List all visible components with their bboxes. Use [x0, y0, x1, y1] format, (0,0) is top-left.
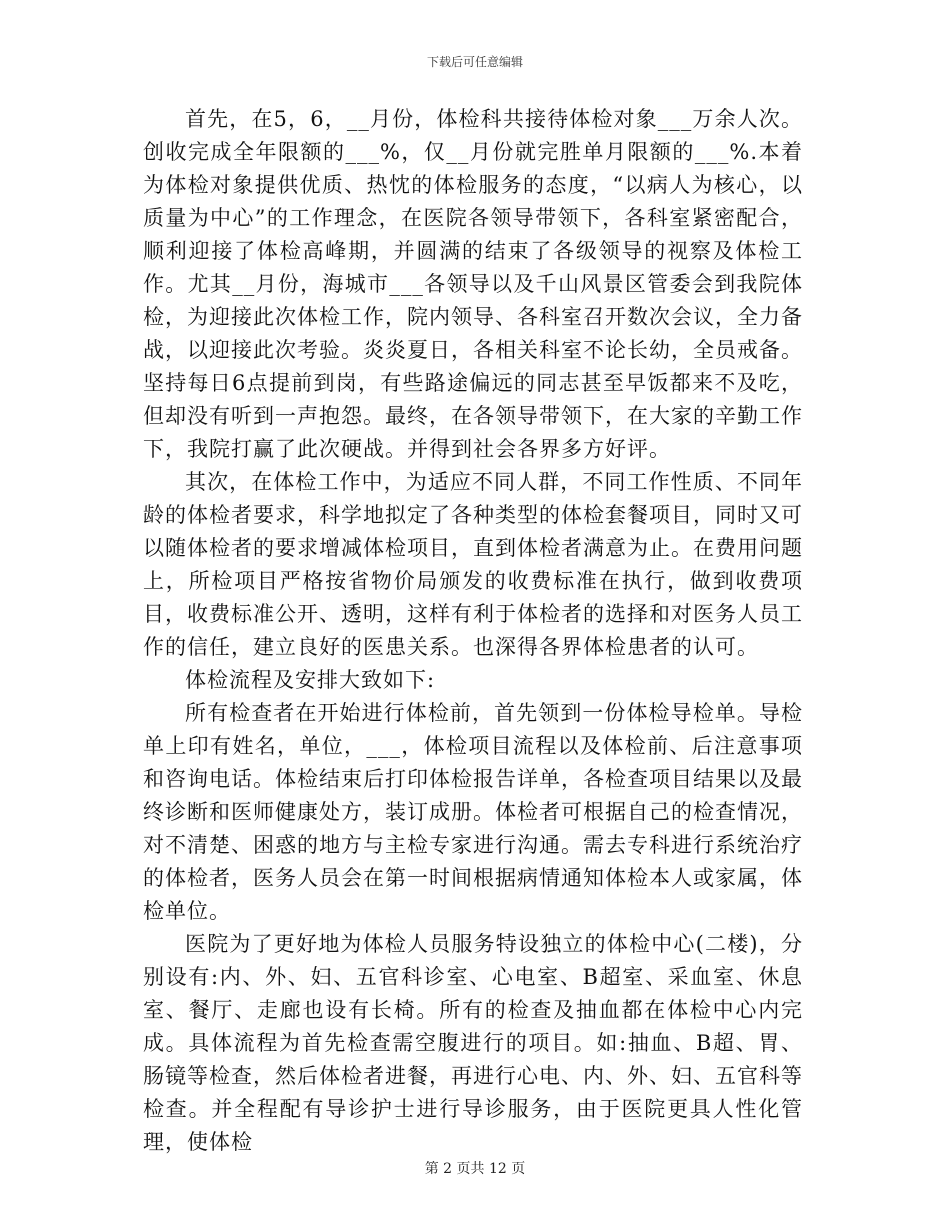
document-body — [143, 103, 803, 1159]
paragraph-guide-sheet: 所有检查者在开始进行体检前，首先领到一份体检导检单。导检单上印有姓名，单位，___，体检项目流程以及体检前、后注意事项和咨询电话。体检结束后打印体检报告详单，各检查项目结果以及最终诊断和医师健康处方，装订成册。体检者可根据自己的检查情况，对不清楚、困惑的地方与主检专家进行沟通。需去专科进行系统治疗的体检者，医务人员会在第一时间根据病情通知体检本人或家属，体检单位。 — [143, 701, 803, 923]
page-footer: 第 2 页共 12 页 — [424, 1161, 526, 1177]
page-header: 下载后可任意编辑 — [426, 55, 523, 69]
paragraph-packages: 其次，在体检工作中，为适应不同人群，不同工作性质、不同年龄的体检者要求，科学地拟定了各种类型的体检套餐项目，同时又可以随体检者的要求增减体检项目，直到体检者满意为止。在费用问题上，所检项目严格按省物价局颁发的收费标准在执行，做到收费项目，收费标准公开、透明，这样有利于体检者的选择和对医务人员工作的信任，建立良好的医患关系。也深得各界体检患者的认可。 — [143, 470, 803, 659]
paragraph-summary: 首先，在5，6，__月份，体检科共接待体检对象___万余人次。创收完成全年限额的___%，仅__月份就完胜单月限额的___%.本着为体检对象提供优质、热忱的体检服务的态度，“以病人为核心，以质量为中心”的工作理念，在医院各领导带领下，各科室紧密配合，顺利迎接了体检高峰期，并圆满的结束了各级领导的视察及体检工作。尤其__月份，海城市___各领导以及千山风景区管委会到我院体检，为迎接此次体检工作，院内领导、各科室召开数次会议，全力备战，以迎接此次考验。炎炎夏日，各相关科室不论长幼，全员戒备。坚持每日6点提前到岗，有些路途偏远的同志甚至早饭都来不及吃，但却没有听到一声抱怨。最终，在各领导带领下，在大家的辛勤工作下，我院打赢了此次硬战。并得到社会各界多方好评。 — [143, 107, 803, 461]
paragraph-exam-center: 医院为了更好地为体检人员服务特设独立的体检中心(二楼)，分别设有:内、外、妇、五官科诊室、心电室、B超室、采血室、休息室、餐厅、走廊也设有长椅。所有的检查及抽血都在体检中心内完成。具体流程为首先检查需空腹进行的项目。如:抽血、B超、胃、肠镜等检查，然后体检者进餐，再进行心电、内、外、妇、五官科等检查。并全程配有导诊护士进行导诊服务，由于医院更具人性化管理，使体检 — [143, 932, 803, 1154]
paragraph-process-heading: 体检流程及安排大致如下: — [185, 668, 436, 692]
